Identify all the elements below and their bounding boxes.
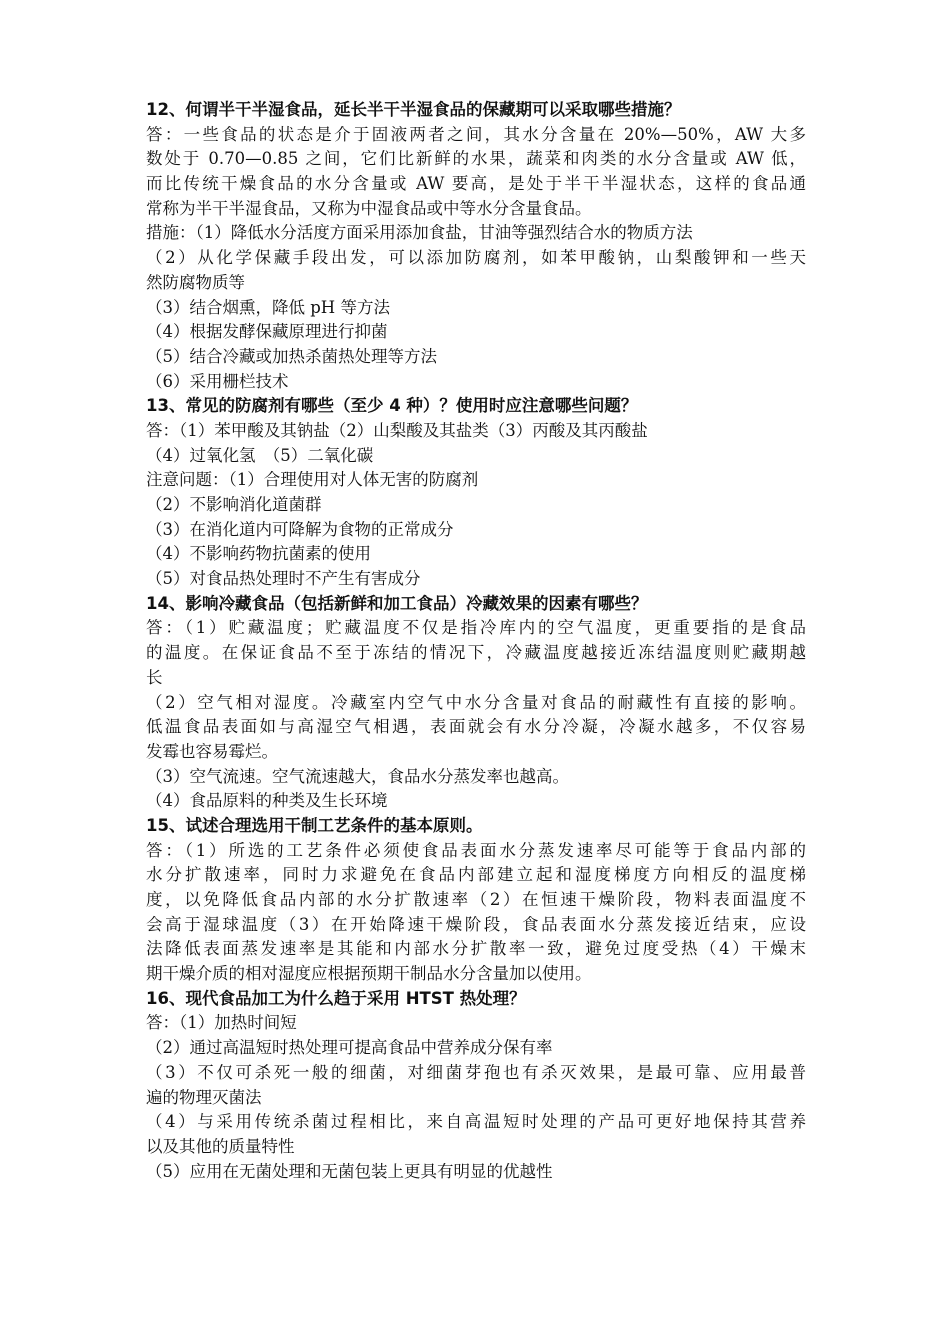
text-line: 答：一些食品的状态是介于固液两者之间，其水分含量在 20%—50%，AW 大多: [146, 124, 806, 144]
text-line: 而比传统干燥食品的水分含量或 AW 要高，是处于半干半湿状态，这样的食品通: [146, 174, 806, 194]
text-line: （2）通过高温短时热处理可提高食品中营养成分保有率: [146, 1038, 553, 1058]
text-line: 以及其他的质量特性: [146, 1136, 295, 1156]
text-line: 措施：（1）降低水分活度方面采用添加食盐，甘油等强烈结合水的物质方法: [146, 223, 693, 243]
text-line: 期干燥介质的相对湿度应根据预期干制品水分含量加以使用。: [146, 964, 592, 984]
text-line: 答：（1）苯甲酸及其钠盐（2）山梨酸及其盐类（3）丙酸及其丙酸盐: [146, 420, 648, 440]
text-line: （3）空气流速。空气流速越大，食品水分蒸发率也越高。: [146, 766, 569, 786]
document-body: [146, 98, 806, 1184]
text-line: 会高于湿球温度（3）在开始降速干燥阶段，食品表面水分蒸发接近结束，应设: [146, 914, 806, 934]
text-line: 低温食品表面如与高湿空气相遇，表面就会有水分冷凝，冷凝水越多，不仅容易: [146, 717, 806, 737]
text-line: 水分扩散速率，同时力求避免在食品内部建立起和湿度梯度方向相反的温度梯: [146, 865, 806, 885]
text-line: 度，以免降低食品内部的水分扩散速率（2）在恒速干燥阶段，物料表面温度不: [146, 890, 806, 909]
text-line: 长: [146, 667, 163, 687]
text-line: （3）在消化道内可降解为食物的正常成分: [146, 519, 454, 539]
text-line: （2）从化学保藏手段出发，可以添加防腐剂，如苯甲酸钠，山梨酸钾和一些天: [146, 248, 806, 268]
text-line: 注意问题：（1）合理使用对人体无害的防腐剂: [146, 470, 479, 490]
text-line: （4）食品原料的种类及生长环境: [146, 791, 388, 811]
text-line: 发霉也容易霉烂。: [146, 741, 278, 761]
text-line: （4）根据发酵保藏原理进行抑菌: [146, 322, 388, 342]
text-line: （5）结合冷藏或加热杀菌热处理等方法: [146, 346, 437, 366]
question-heading: 15、试述合理选用干制工艺条件的基本原则。: [146, 815, 483, 835]
text-line: （3）结合烟熏，降低 pH 等方法: [146, 297, 390, 317]
text-line: （2）空气相对湿度。冷藏室内空气中水分含量对食品的耐藏性有直接的影响。: [146, 692, 806, 712]
text-line: 然防腐物质等: [146, 272, 245, 292]
text-line: （4）不影响药物抗菌素的使用: [146, 544, 371, 564]
text-line: （5）应用在无菌处理和无菌包装上更具有明显的优越性: [146, 1161, 553, 1181]
text-line: 的温度。在保证食品不至于冻结的情况下，冷藏温度越接近冻结温度则贮藏期越: [146, 643, 806, 663]
text-line: （3）不仅可杀死一般的细菌，对细菌芽孢也有杀灭效果，是最可靠、应用最普: [146, 1062, 806, 1082]
text-line: （6）采用栅栏技术: [146, 371, 289, 391]
text-line: （2）不影响消化道菌群: [146, 495, 322, 514]
text-line: （4）过氧化氢 （5）二氧化碳: [146, 445, 374, 465]
question-heading: 16、现代食品加工为什么趋于采用 HTST 热处理？: [146, 988, 526, 1008]
text-line: 答：（1）加热时间短: [146, 1013, 297, 1033]
text-line: 遍的物理灭菌法: [146, 1087, 262, 1107]
question-heading: 12、何谓半干半湿食品，延长半干半湿食品的保藏期可以采取哪些措施？: [146, 100, 681, 119]
text-line: 数处于 0.70—0.85 之间，它们比新鲜的水果，蔬菜和肉类的水分含量或 AW 低，: [146, 149, 806, 169]
text-line: （4）与采用传统杀菌过程相比，来自高温短时处理的产品可更好地保持其营养: [146, 1112, 806, 1132]
text-line: 法降低表面蒸发速率是其能和内部水分扩散率一致，避免过度受热（4）干燥末: [146, 939, 806, 959]
text-line: （5）对食品热处理时不产生有害成分: [146, 569, 421, 589]
text-line: 答：（1）贮藏温度；贮藏温度不仅是指冷库内的空气温度，更重要指的是食品: [146, 618, 806, 638]
text-line: 答：（1）所选的工艺条件必须使食品表面水分蒸发速率尽可能等于食品内部的: [146, 840, 806, 860]
question-heading: 14、影响冷藏食品（包括新鲜和加工食品）冷藏效果的因素有哪些？: [146, 593, 648, 613]
question-heading: 13、常见的防腐剂有哪些（至少 4 种）？使用时应注意哪些问题？: [146, 396, 638, 416]
text-line: 常称为半干半湿食品，又称为中湿食品或中等水分含量食品。: [146, 198, 592, 218]
